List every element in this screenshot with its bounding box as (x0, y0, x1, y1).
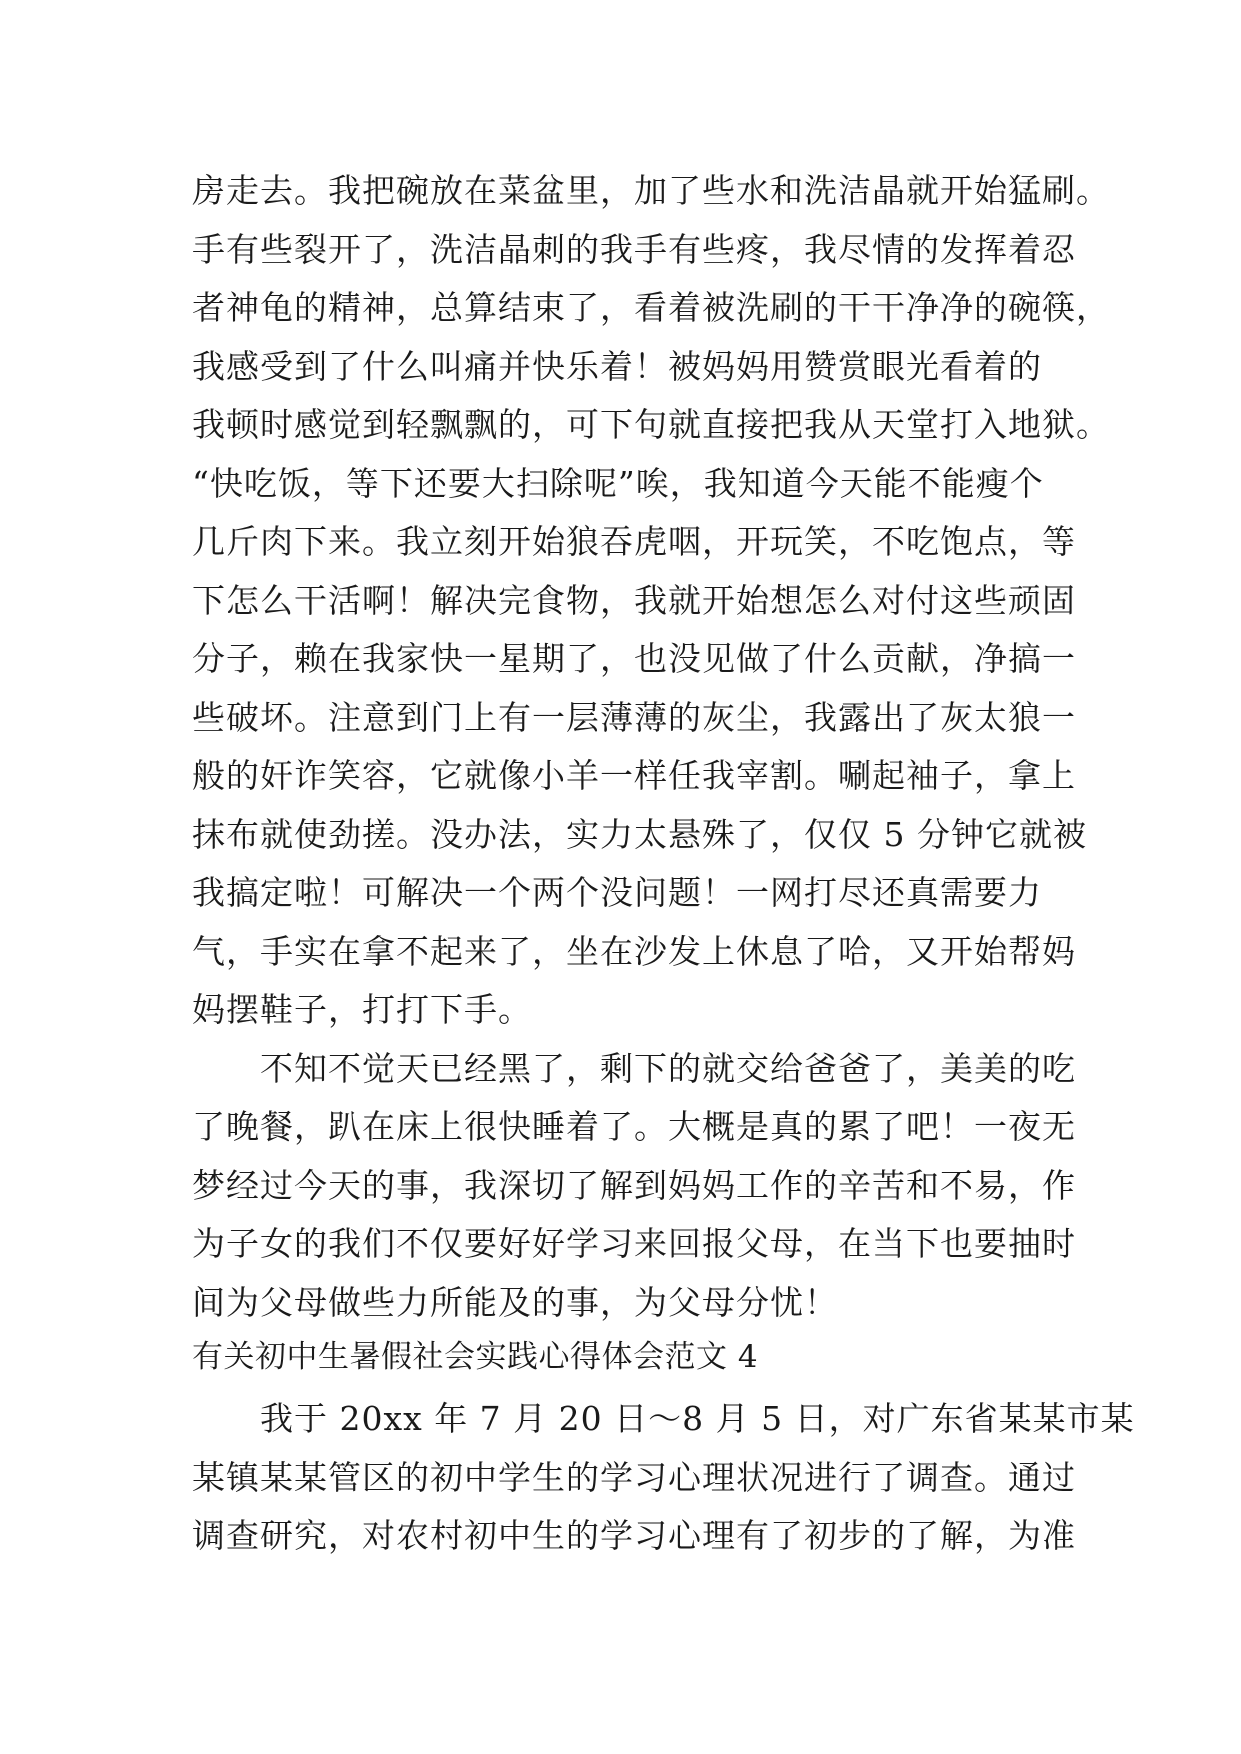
text-line: 我于 20xx 年 7 月 20 日～8 月 5 日，对广东省某某市某 (192, 1399, 1135, 1438)
text-line: 房走去。我把碗放在菜盆里，加了些水和洗洁晶就开始猛刷。 (192, 171, 1110, 210)
paragraph-ending (192, 1040, 1076, 1333)
text-line: 某镇某某管区的初中学生的学习心理状况进行了调查。通过 (192, 1457, 1076, 1497)
text-line: 手有些裂开了，洗洁晶刺的我手有些疼，我尽情的发挥着忍 (192, 229, 1076, 269)
text-line: 下怎么干活啊！解决完食物，我就开始想怎么对付这些顽固 (192, 580, 1076, 620)
text-line: 调查研究，对农村初中生的学习心理有了初步的了解，为准 (192, 1516, 1076, 1555)
text-line: 般的奸诈笑容，它就像小羊一样任我宰割。唰起袖子，拿上 (192, 756, 1076, 795)
text-line: 妈摆鞋子，打打下手。 (192, 990, 532, 1029)
text-line: 为子女的我们不仅要好好学习来回报父母，在当下也要抽时 (192, 1224, 1076, 1263)
paragraph-continued (192, 162, 1110, 1040)
text-line: 梦经过今天的事，我深切了解到妈妈工作的辛苦和不易，作 (192, 1165, 1076, 1205)
text-line: 几斤肉下来。我立刻开始狼吞虎咽，开玩笑，不吃饱点，等 (192, 522, 1076, 561)
text-line: 不知不觉天已经黑了，剩下的就交给爸爸了，美美的吃 (192, 1048, 1076, 1088)
text-line: 我顿时感觉到轻飘飘的，可下句就直接把我从天堂打入地狱。 (192, 405, 1110, 444)
text-line: 些破坏。注意到门上有一层薄薄的灰尘，我露出了灰太狼一 (192, 697, 1076, 737)
paragraph-new-essay (192, 1390, 1135, 1566)
text-line: 我感受到了什么叫痛并快乐着！被妈妈用赞赏眼光看着的 (192, 346, 1042, 386)
section-heading: 有关初中生暑假社会实践心得体会范文 4 (192, 1339, 759, 1375)
text-line: 者神龟的精神，总算结束了，看着被洗刷的干干净净的碗筷， (192, 288, 1110, 327)
document-body (192, 162, 1135, 1566)
text-line: “快吃饭，等下还要大扫除呢”唉，我知道今天能不能瘦个 (192, 463, 1044, 503)
text-line: 了晚餐，趴在床上很快睡着了。大概是真的累了吧！一夜无 (192, 1107, 1076, 1146)
text-line: 分子，赖在我家快一星期了，也没见做了什么贡献，净搞一 (192, 639, 1076, 678)
text-line: 间为父母做些力所能及的事，为父母分忧！ (192, 1282, 838, 1322)
text-line: 我搞定啦！可解决一个两个没问题！一网打尽还真需要力 (192, 873, 1042, 912)
text-line: 抹布就使劲搓。没办法，实力太悬殊了，仅仅 5 分钟它就被 (192, 814, 1087, 854)
text-line: 气，手实在拿不起来了，坐在沙发上休息了哈，又开始帮妈 (192, 931, 1076, 971)
